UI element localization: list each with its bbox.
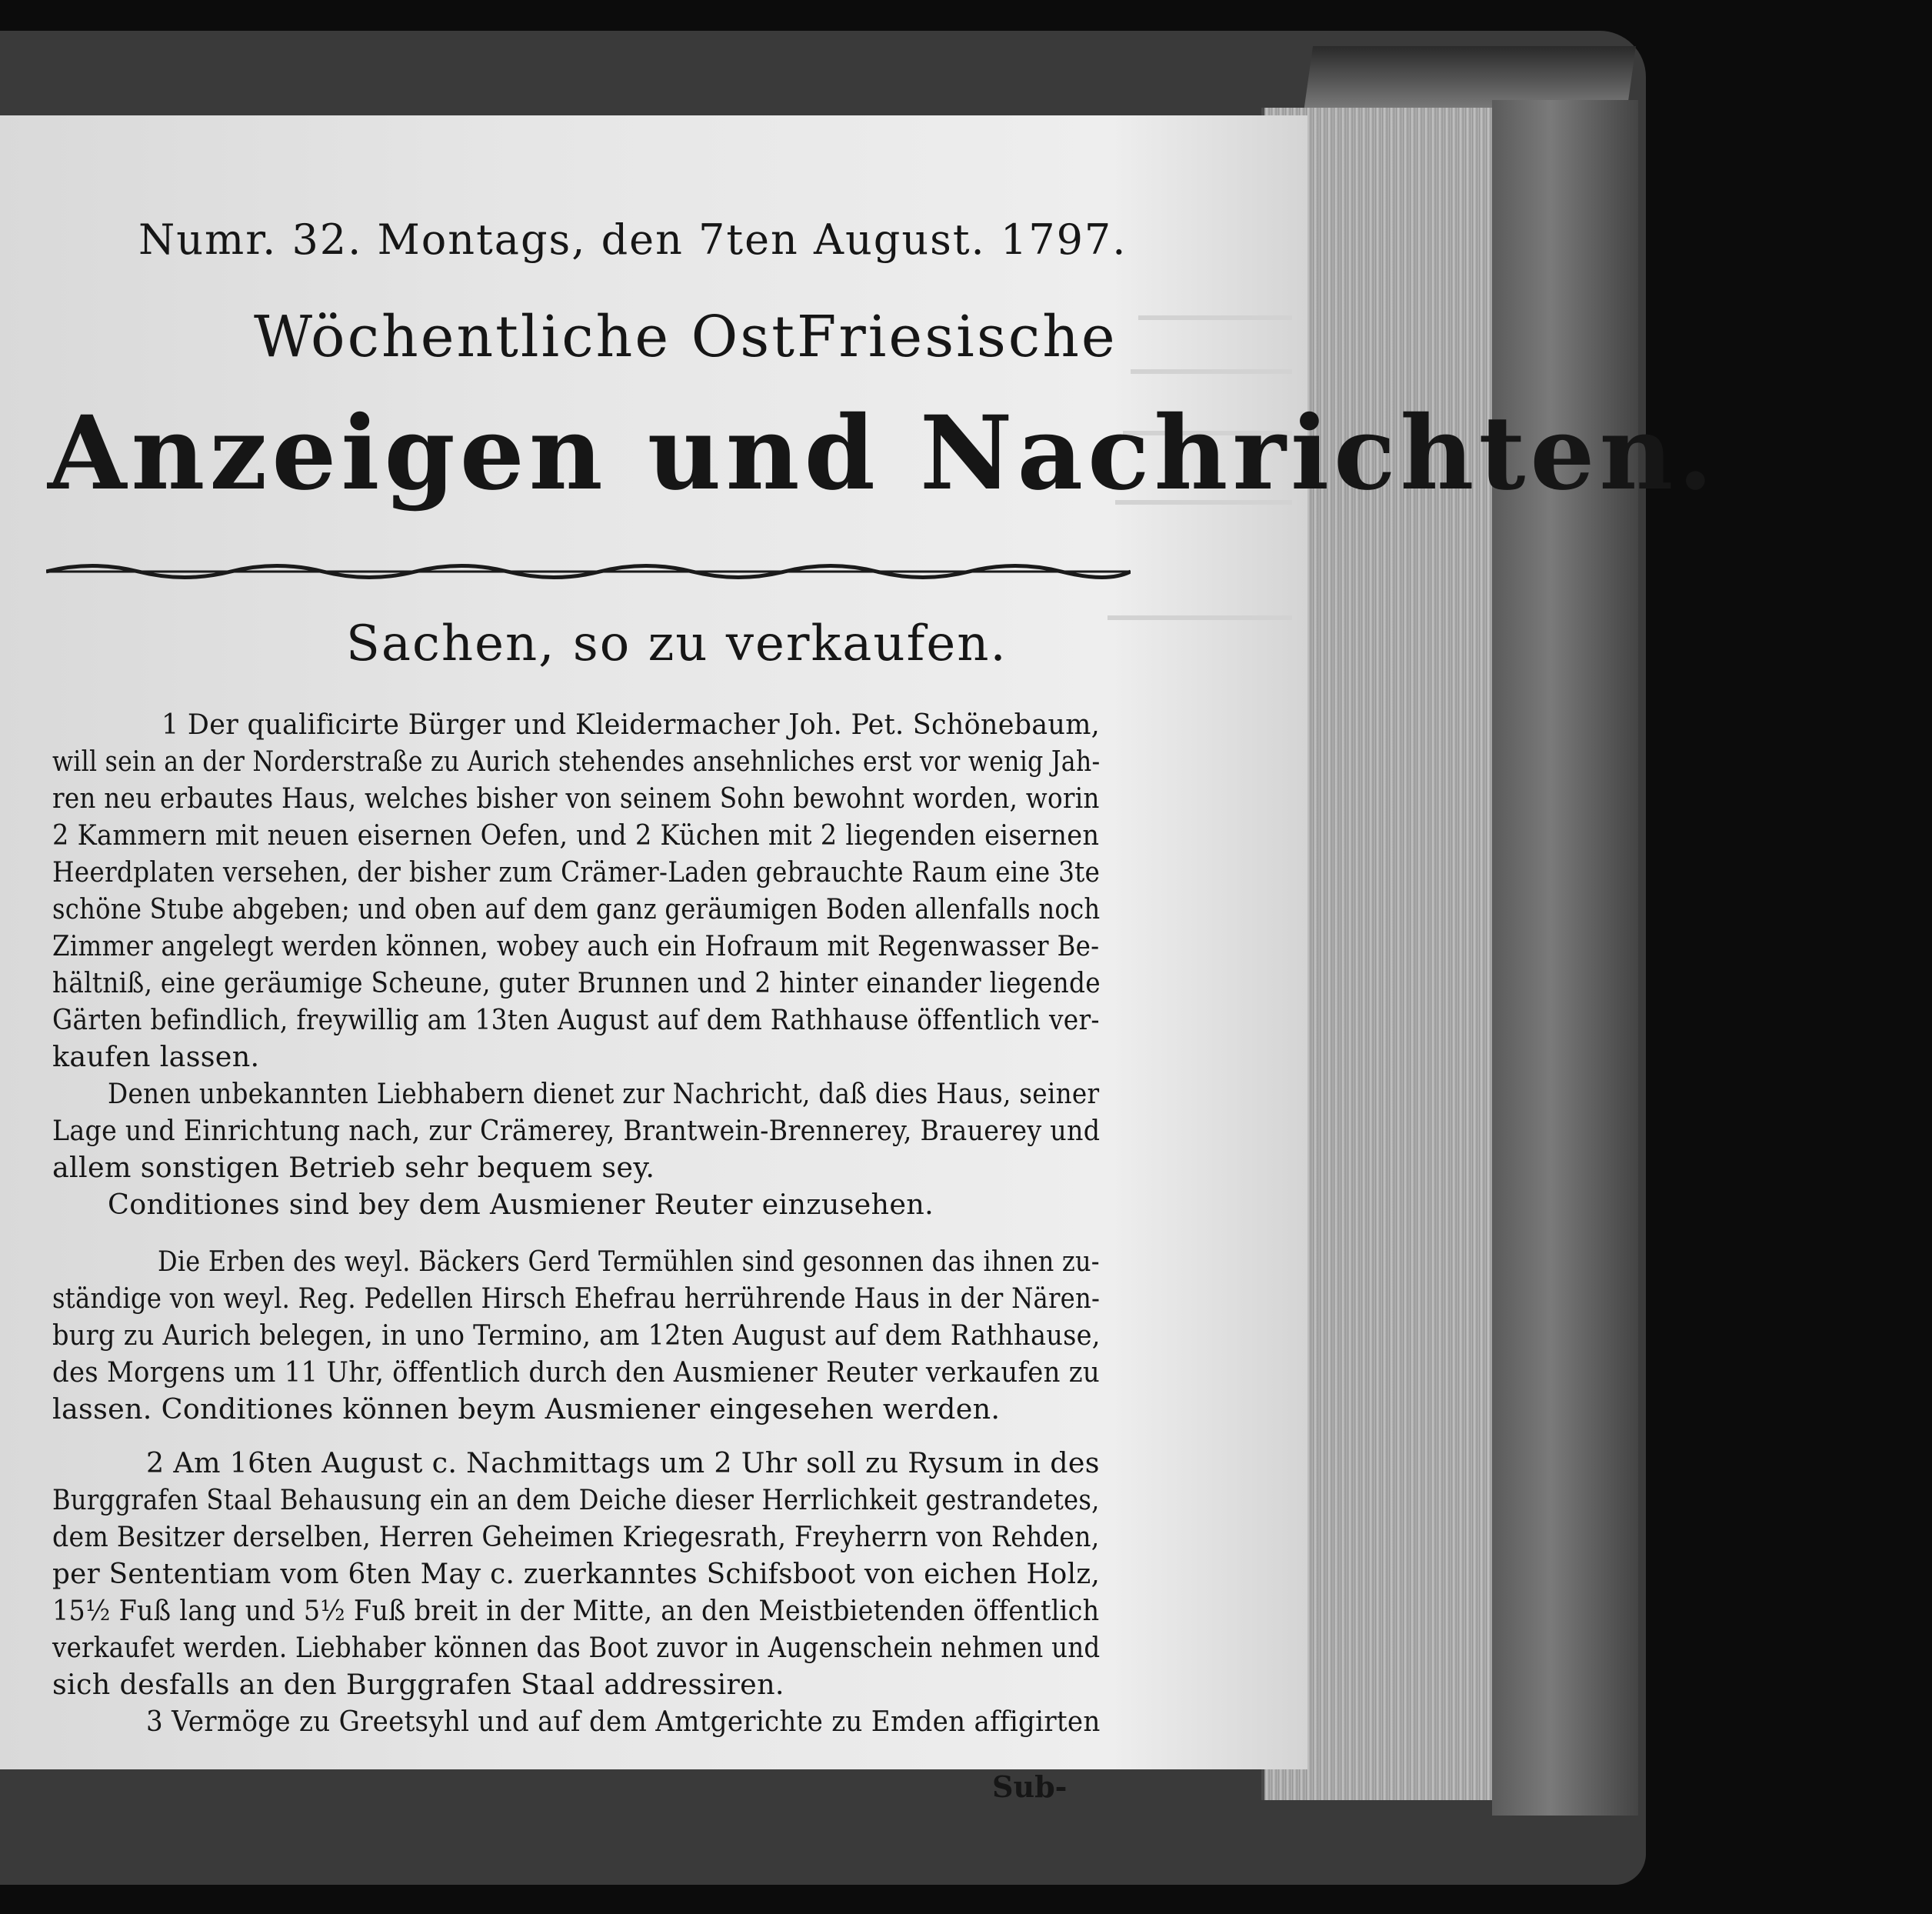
issue-line: Numr. 32. Montags, den 7ten August. 1797.	[138, 215, 1128, 264]
body-line: ren neu erbautes Haus, welches bisher von seinem Sohn bewohnt worden, worin	[52, 782, 1100, 815]
body-line: burg zu Aurich belegen, in uno Termino, am 12ten August auf dem Rathhause,	[52, 1319, 1101, 1352]
body-line: Denen unbekannten Liebhabern dienet zur Nachricht, daß dies Haus, seiner	[108, 1077, 1100, 1110]
body-line: ständige von weyl. Reg. Pedellen Hirsch Ehefrau herrührende Haus in der Nären-	[52, 1282, 1101, 1315]
body-line: will sein an der Norderstraße zu Aurich stehendes ansehnliches erst vor wenig Jah-	[52, 745, 1101, 778]
body-line: Gärten befindlich, freywillig am 13ten August auf dem Rathhause öffentlich ver-	[52, 1003, 1100, 1036]
masthead-line1: Wöchentliche OstFriesische	[254, 304, 1118, 370]
body-line: Lage und Einrichtung nach, zur Crämerey, Brantwein-Brennerey, Brauerey und	[52, 1114, 1101, 1147]
body-line: 2 Am 16ten August c. Nachmittags um 2 Uhr soll zu Rysum in des	[146, 1446, 1100, 1479]
body-line: Die Erben des weyl. Bäckers Gerd Termühlen sind gesonnen das ihnen zu-	[158, 1245, 1100, 1278]
body-line: dem Besitzer derselben, Herren Geheimen Kriegesrath, Freyherrn von Rehden,	[52, 1520, 1100, 1553]
body-line: Conditiones sind bey dem Ausmiener Reuter einzusehen.	[108, 1188, 934, 1221]
body-line: 3 Vermöge zu Greetsyhl und auf dem Amtgerichte zu Emden affigirten	[146, 1705, 1101, 1738]
body-line: per Sententiam vom 6ten May c. zuerkanntes Schifsboot von eichen Holz,	[52, 1557, 1101, 1590]
body-line: allem sonstigen Betrieb sehr bequem sey.	[52, 1151, 655, 1184]
masthead-line2: Anzeigen und Nachrichten.	[48, 394, 1718, 513]
body-line: kaufen lassen.	[52, 1040, 260, 1073]
body-line: lassen. Conditiones können beym Ausmiener eingesehen werden.	[52, 1392, 1001, 1425]
body-line: des Morgens um 11 Uhr, öffentlich durch den Ausmiener Reuter verkaufen zu	[52, 1355, 1100, 1389]
body-line: sich desfalls an den Burggrafen Staal addressiren.	[52, 1668, 784, 1701]
body-line: 2 Kammern mit neuen eisernen Oefen, und 2 Küchen mit 2 liegenden eisernen	[52, 819, 1100, 852]
body-line: schöne Stube abgeben; und oben auf dem ganz geräumigen Boden allenfalls noch	[52, 892, 1101, 925]
body-line: verkaufet werden. Liebhaber können das Boot zuvor in Augenschein nehmen und	[52, 1631, 1101, 1664]
catchword: Sub-	[992, 1769, 1068, 1804]
body-line: Burggrafen Staal Behausung ein an dem Deiche dieser Herrlichkeit gestrandetes,	[52, 1483, 1100, 1516]
body-line: Heerdplaten versehen, der bisher zum Crämer-Laden gebrauchte Raum eine 3te	[52, 855, 1101, 889]
body-line: 1 Der qualificirte Bürger und Kleidermacher Joh. Pet. Schönebaum,	[162, 708, 1100, 741]
ornament-rule	[46, 560, 1131, 583]
body-line: hältniß, eine geräumige Scheune, guter Brunnen und 2 hinter einander liegende	[52, 966, 1101, 999]
body-line: Zimmer angelegt werden können, wobey auch ein Hofraum mit Regenwasser Be-	[52, 929, 1100, 962]
section-heading: Sachen, so zu verkaufen.	[346, 615, 1008, 672]
body-line: 15½ Fuß lang und 5½ Fuß breit in der Mitte, an den Meistbietenden öffentlich	[52, 1594, 1100, 1627]
